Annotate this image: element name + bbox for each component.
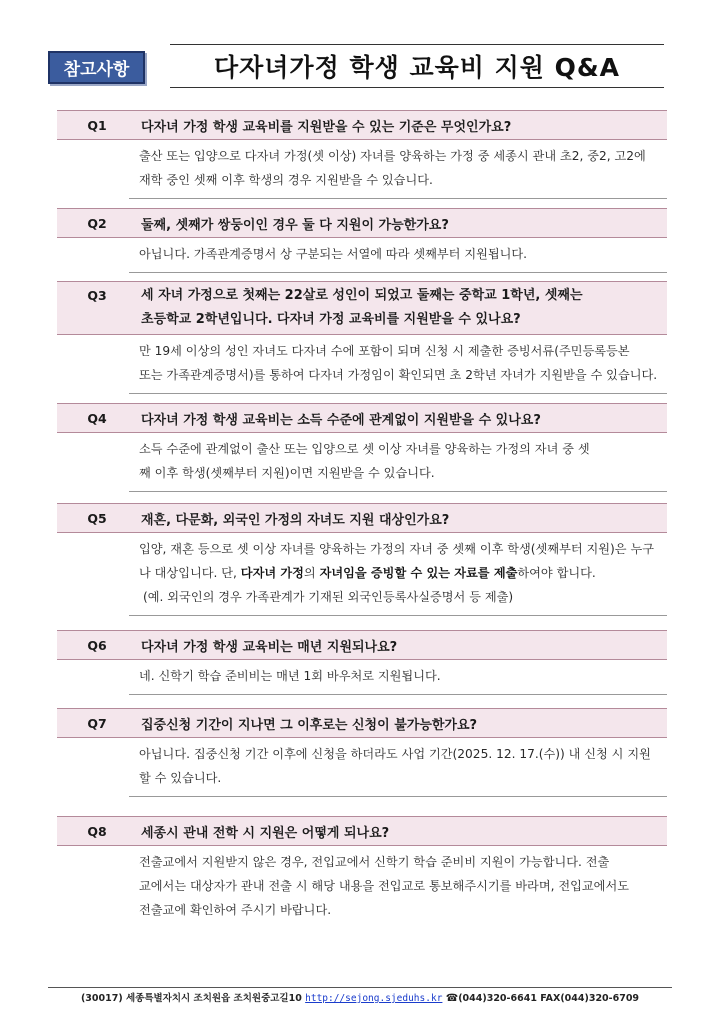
question-number: Q2 (87, 215, 107, 231)
question-text: 세 자녀 가정으로 첫째는 22살로 성인이 되었고 둘째는 중학교 1학년, 셋째는 초등학교 2학년입니다. 다자녀 가정 교육비를 지원받을 수 있나요? (141, 288, 583, 327)
answer-line: 전출교에 확인하여 주시기 바랍니다. (139, 903, 332, 917)
question-row (57, 281, 667, 335)
qa-item-q5 (57, 503, 667, 616)
question-number: Q8 (87, 823, 107, 839)
answer-text (129, 660, 667, 695)
question-text: 세종시 관내 전학 시 지원은 어떻게 되나요? (141, 825, 390, 841)
question-text: 재혼, 다문화, 외국인 가정의 자녀도 지원 대상인가요? (141, 512, 450, 528)
answer-line: 나 대상입니다. 단, 다자녀 가정의 자녀임을 증빙할 수 있는 자료를 제출하여야 합니다. (139, 566, 596, 580)
answer-line: 또는 가족관계증명서)를 통하여 다자녀 가정임이 확인되면 초 2학년 자녀가 지원받을 수 있습니다. (139, 368, 658, 382)
question-number: Q4 (87, 410, 107, 426)
qa-item-q2 (57, 208, 667, 273)
answer-line: 입양, 재혼 등으로 셋 이상 자녀를 양육하는 가정의 자녀 중 셋째 이후 학생(셋째부터 지원)은 누구 (139, 542, 654, 556)
question-row (57, 816, 667, 846)
question-row (57, 208, 667, 238)
answer-line: 재학 중인 셋째 이후 학생의 경우 지원받을 수 있습니다. (139, 173, 433, 187)
answer-text (129, 238, 667, 273)
answer-line: 할 수 있습니다. (139, 771, 222, 785)
answer-line: 째 이후 학생(셋째부터 지원)이면 지원받을 수 있습니다. (139, 466, 435, 480)
answer-line: 아닙니다. 가족관계증명서 상 구분되는 서열에 따라 셋째부터 지원됩니다. (139, 247, 528, 261)
answer-text (129, 335, 667, 394)
answer-line: 소득 수준에 관계없이 출산 또는 입양으로 셋 이상 자녀를 양육하는 가정의 자녀 중 셋 (139, 442, 590, 456)
question-text: 둘째, 셋째가 쌍둥이인 경우 둘 다 지원이 가능한가요? (141, 217, 449, 233)
page-title: 다자녀가정 학생 교육비 지원 Q&A (170, 44, 664, 88)
question-text: 다자녀 가정 학생 교육비는 매년 지원되나요? (141, 639, 398, 655)
footer-address: (30017) 세종특별자치시 조치원읍 조치원중고길10 (80, 993, 302, 1004)
qa-item-q1 (57, 110, 667, 199)
answer-text (129, 738, 667, 797)
answer-line: 네. 신학기 학습 준비비는 매년 1회 바우처로 지원됩니다. (139, 669, 441, 683)
question-row (57, 110, 667, 140)
question-number: Q3 (87, 288, 107, 303)
question-number: Q1 (87, 117, 107, 133)
question-row (57, 503, 667, 533)
emphasis-text: 다자녀 가정 (240, 566, 304, 580)
phone-icon: ☎ (445, 993, 459, 1004)
qa-item-q8 (57, 816, 667, 928)
answer-line: 만 19세 이상의 성인 자녀도 다자녀 수에 포함이 되며 신청 시 제출한 증빙서류(주민등록등본 (139, 344, 630, 358)
question-row (57, 708, 667, 738)
answer-line: 아닙니다. 집중신청 기간 이후에 신청을 하더라도 사업 기간(2025. 12. 17.(수)) 내 신청 시 지원 (139, 747, 651, 761)
qa-item-q4 (57, 403, 667, 492)
footer (48, 987, 672, 1004)
footer-contact: (044)320-6641 FAX(044)320-6709 (458, 993, 640, 1004)
answer-line: 전출교에서 지원받지 않은 경우, 전입교에서 신학기 학습 준비비 지원이 가능합니다. 전출 (139, 855, 610, 869)
answer-text (129, 433, 667, 492)
question-row (57, 403, 667, 433)
question-text: 다자녀 가정 학생 교육비는 소득 수준에 관계없이 지원받을 수 있나요? (141, 412, 541, 428)
qa-item-q6 (57, 630, 667, 695)
reference-badge: 참고사항 (48, 51, 145, 84)
qa-item-q7 (57, 708, 667, 797)
answer-text (129, 140, 667, 199)
answer-note: (예. 외국인의 경우 가족관계가 기재된 외국인등록사실증명서 등 제출) (143, 590, 514, 604)
question-number: Q7 (87, 715, 107, 731)
question-text: 다자녀 가정 학생 교육비를 지원받을 수 있는 기준은 무엇인가요? (141, 119, 512, 135)
answer-line: 출산 또는 입양으로 다자녀 가정(셋 이상) 자녀를 양육하는 가정 중 세종시 관내 초2, 중2, 고2에 (139, 149, 646, 163)
answer-text (129, 533, 667, 616)
question-text: 집중신청 기간이 지나면 그 이후로는 신청이 불가능한가요? (141, 717, 478, 733)
answer-text (129, 846, 667, 928)
emphasis-text: 자녀임을 증빙할 수 있는 자료를 제출 (319, 566, 518, 580)
question-number: Q6 (87, 637, 107, 653)
footer-url-link[interactable]: http://sejong.sjeduhs.kr (305, 993, 443, 1004)
answer-line: 교에서는 대상자가 관내 전출 시 해당 내용을 전입교로 통보해주시기를 바라며, 전입교에서도 (139, 879, 629, 893)
question-number: Q5 (87, 510, 107, 526)
qa-item-q3 (57, 281, 667, 394)
question-row (57, 630, 667, 660)
